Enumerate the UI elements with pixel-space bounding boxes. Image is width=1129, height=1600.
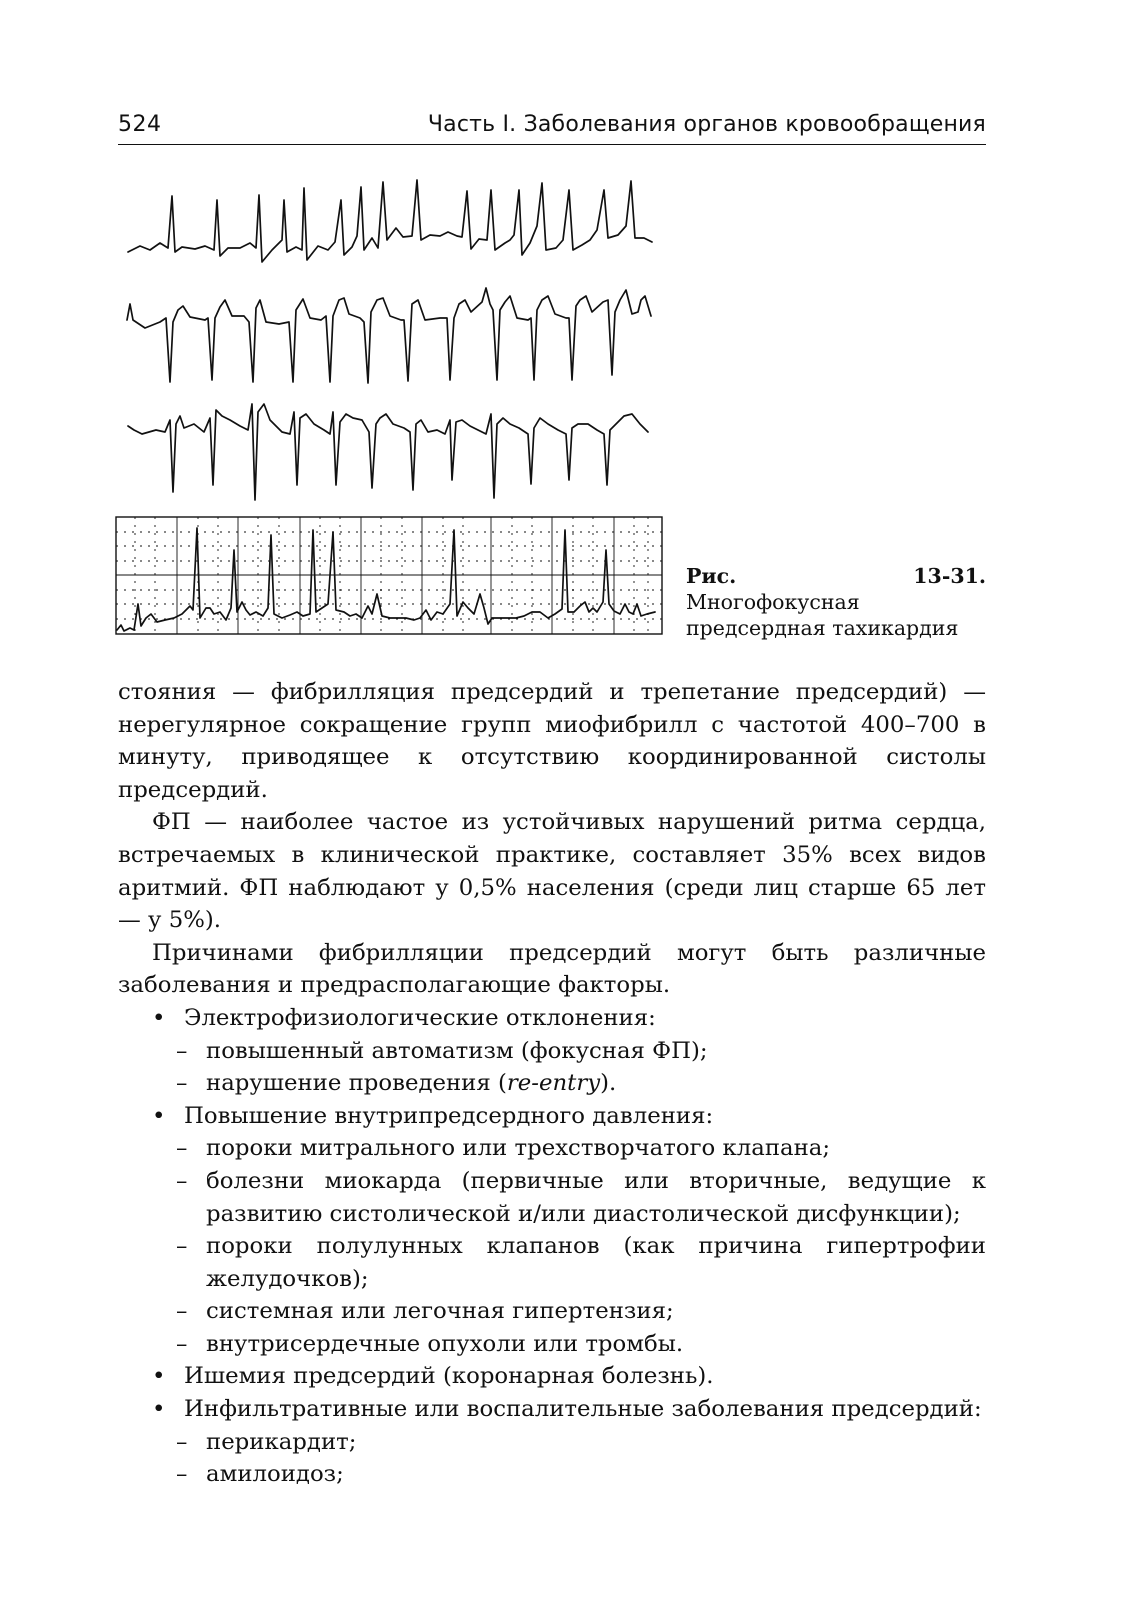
ecg-strip-4 xyxy=(117,528,655,631)
list-subitem: – амилоидоз; xyxy=(118,1458,986,1491)
paragraph: Причинами фибрилляции предсердий могут быть различные заболевания и предрасполагающие факторы. xyxy=(118,939,986,999)
dash-marker: – xyxy=(176,1070,188,1097)
paragraph: стояния — фибрилляция предсердий и трепетание предсердий) — нерегулярное сокращение групп миофибрилл с частотой 400–700 в минуту, приводящее к отсутствию координированной систолы предсердий. xyxy=(118,679,986,803)
list-item: • Инфильтративные или воспалительные заболевания предсердий: xyxy=(118,1393,986,1426)
list-subitem: – системная или легочная гипертензия; xyxy=(118,1295,986,1328)
dash-marker: – xyxy=(176,1233,188,1260)
bullet-marker: • xyxy=(152,1102,166,1129)
list-item: • Электрофизиологические отклонения: xyxy=(118,1002,986,1035)
figure-caption xyxy=(686,563,986,641)
dash-marker: – xyxy=(176,1298,188,1325)
list-subitem: – болезни миокарда (первичные или вторичные, ведущие к развитию систолической и/или диастолической дисфункции); xyxy=(118,1165,986,1230)
running-head xyxy=(118,108,986,145)
bullet-marker: • xyxy=(152,1396,166,1423)
list-item: • Ишемия предсердий (коронарная болезнь). xyxy=(118,1360,986,1393)
body-text xyxy=(118,676,986,1491)
ecg-strip-1 xyxy=(128,180,652,262)
bullet-marker: • xyxy=(152,1004,166,1031)
dash-marker: – xyxy=(176,1167,188,1194)
list-subitem: – повышенный автоматизм (фокусная ФП); xyxy=(118,1035,986,1068)
dash-marker: – xyxy=(176,1428,188,1455)
list-subitem: – пороки митрального или трехстворчатого клапана; xyxy=(118,1132,986,1165)
list-subitem: – внутрисердечные опухоли или тромбы. xyxy=(118,1328,986,1361)
ecg-strip-2 xyxy=(127,288,651,383)
ecg-strip-3 xyxy=(128,404,648,500)
figure-label: Рис. 13-31. xyxy=(686,564,986,588)
list-subitem: – пороки полулунных клапанов (как причина гипертрофии желудочков); xyxy=(118,1230,986,1295)
page-number: 524 xyxy=(118,112,162,137)
list-subitem: – перикардит; xyxy=(118,1426,986,1459)
figure-caption-text: Многофокусная предсердная тахикардия xyxy=(686,590,959,640)
list-item: • Повышение внутрипредсердного давления: xyxy=(118,1100,986,1133)
dash-marker: – xyxy=(176,1330,188,1357)
dash-marker: – xyxy=(176,1037,188,1064)
ecg-figure xyxy=(110,165,670,645)
bullet-marker: • xyxy=(152,1363,166,1390)
dash-marker: – xyxy=(176,1135,188,1162)
dash-marker: – xyxy=(176,1461,188,1488)
list-subitem: – нарушение проведения (re-entry). xyxy=(118,1067,986,1100)
chapter-title: Часть I. Заболевания органов кровообращения xyxy=(427,112,986,137)
paragraph: ФП — наиболее частое из устойчивых нарушений ритма сердца, встречаемых в клинической практике, составляет 35% всех видов аритмий. ФП наблюдают у 0,5% населения (среди лиц старше 65 лет — у 5%). xyxy=(118,809,986,934)
